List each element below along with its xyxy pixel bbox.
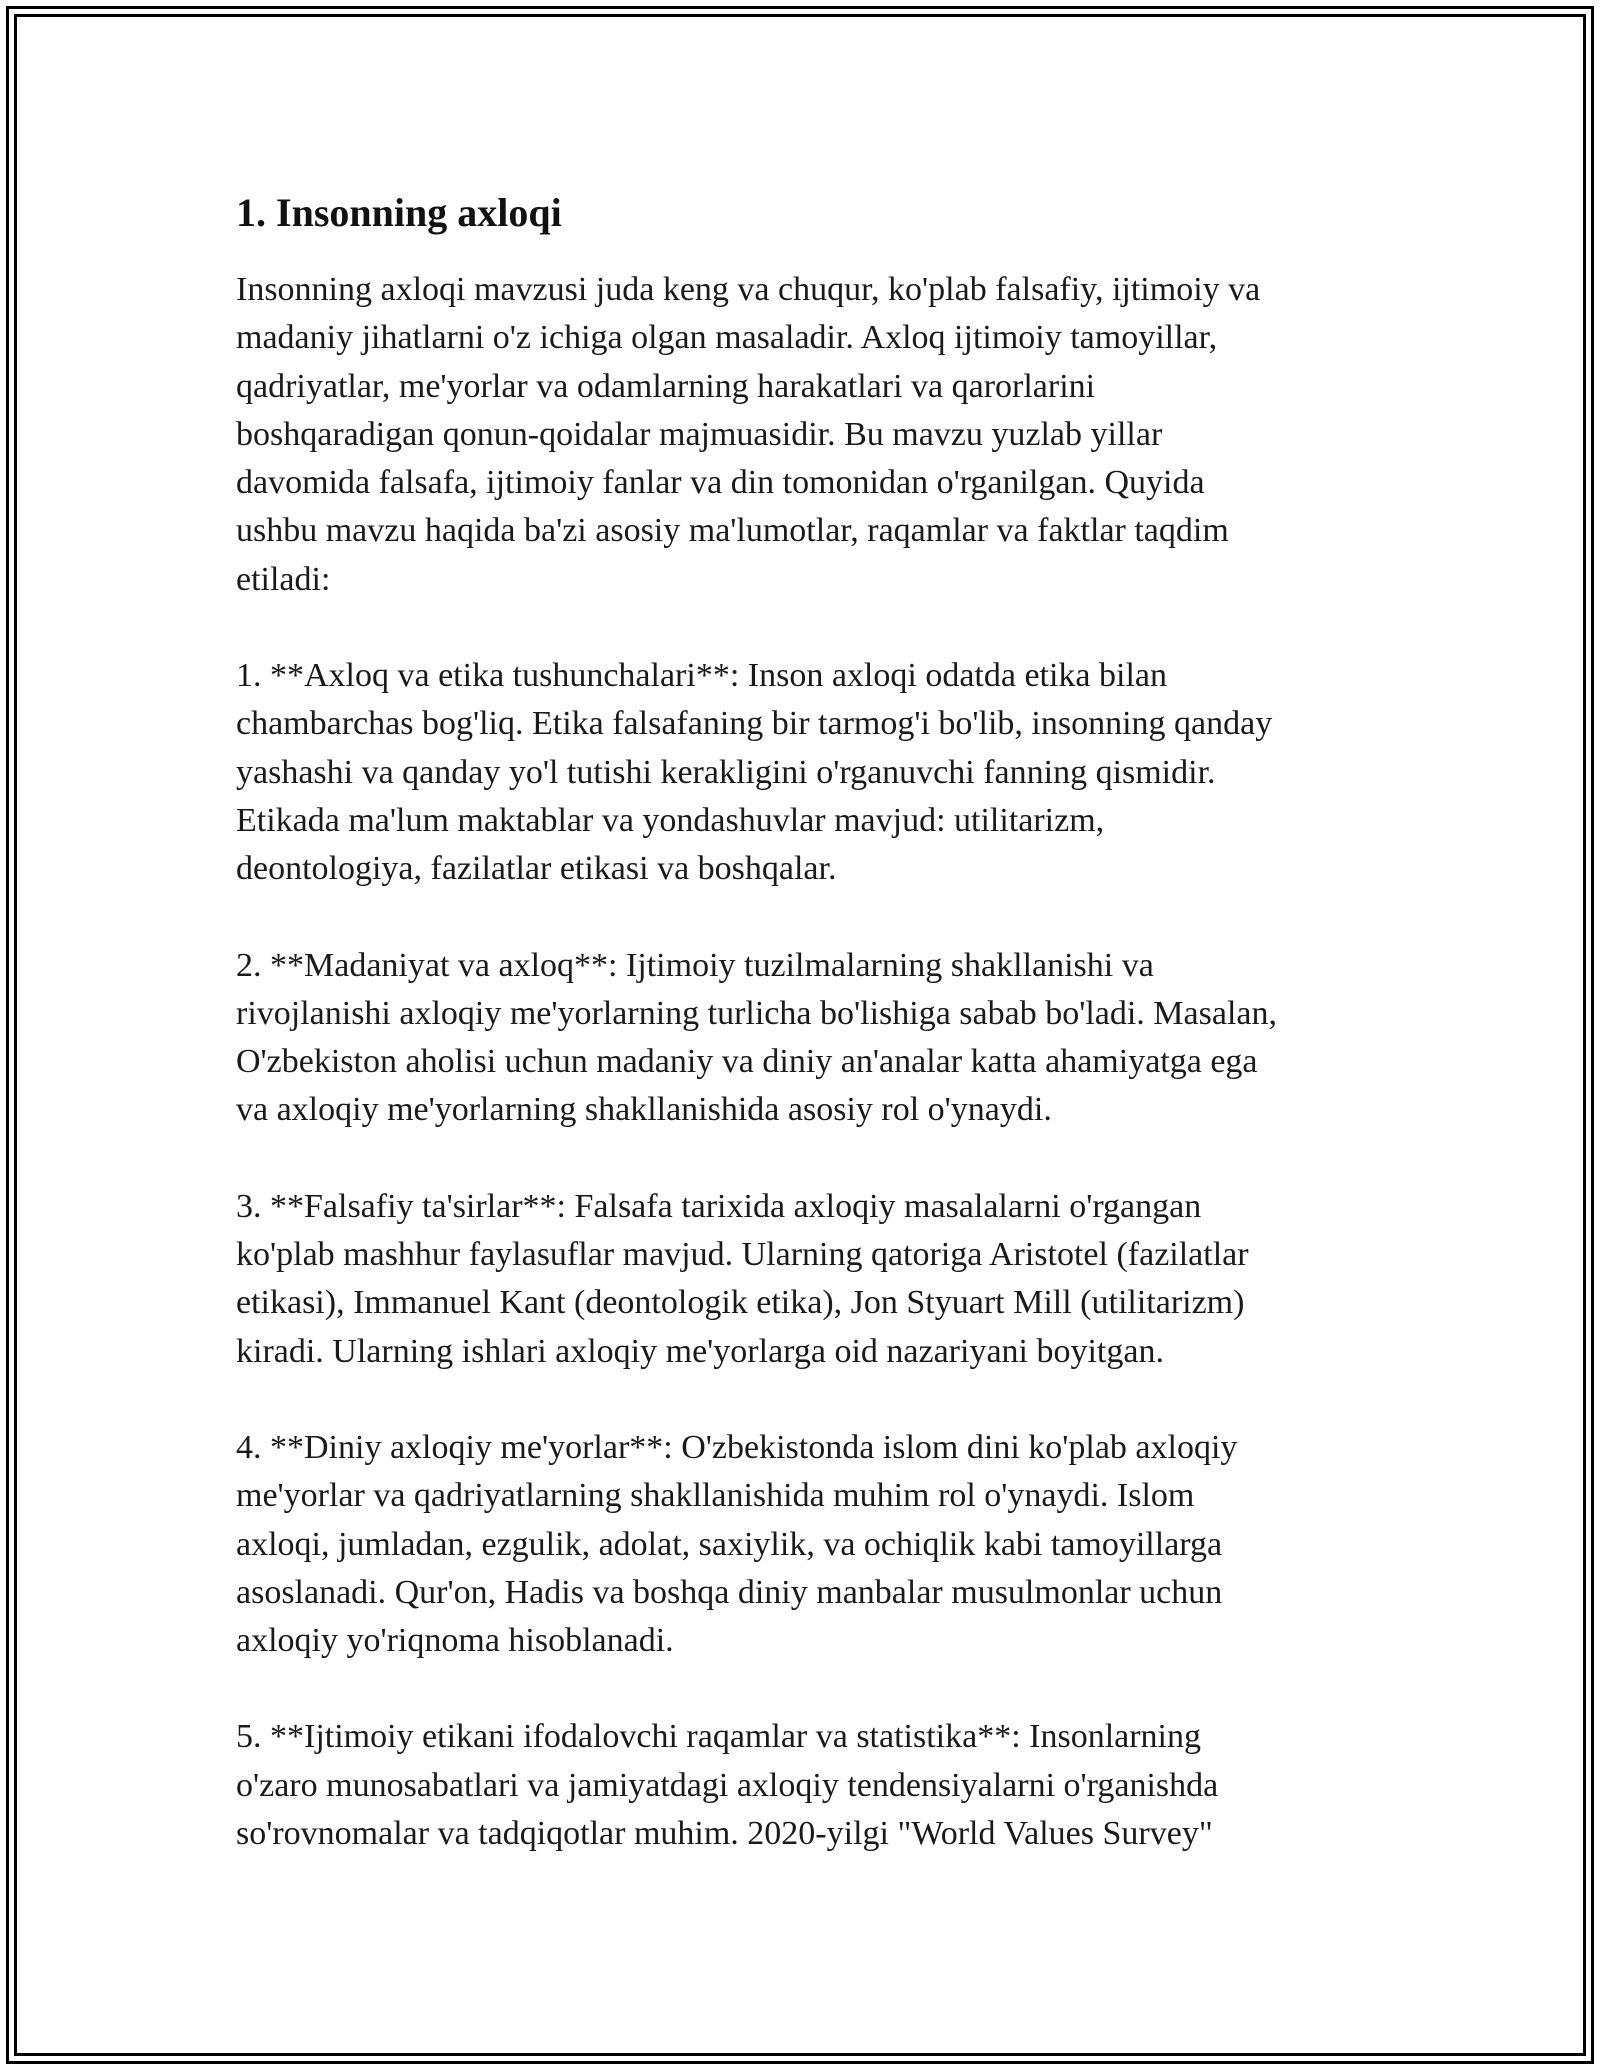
intro-paragraph: Insonning axloqi mavzusi juda keng va chuqur, ko'plab falsafiy, ijtimoiy va madaniy jihatlarni o'z ichiga olgan masaladir. Axloq ijtimoiy tamoyillar, qadriyatlar, me'yorlar va odamlarning harakatlari va qarorlarini boshqaradigan qonun-qoidalar majmuasidir. Bu mavzu yuzlab yillar davomida falsafa, ijtimoiy fanlar va din tomonidan o'rganilgan. Quyida ushbu mavzu haqida ba'zi asosiy ma'lumotlar, raqamlar va faktlar taqdim etiladi: xyxy=(236,271,1261,598)
paragraph-culture-morality: 2. **Madaniyat va axloq**: Ijtimoiy tuzilmalarning shakllanishi va rivojlanishi axloqiy me'yorlarning turlicha bo'lishiga sabab bo'ladi. Masalan, O'zbekiston aholisi uchun madaniy va diniy an'analar katta ahamiyatga ega va axloqiy me'yorlarning shakllanishida asosiy rol o'ynaydi. xyxy=(236,946,1277,1129)
document-title: 1. Insonning axloqi xyxy=(236,190,562,235)
paragraph-religious-norms: 4. **Diniy axloqiy me'yorlar**: O'zbekistonda islom dini ko'plab axloqiy me'yorlar va qadriyatlarning shakllanishida muhim rol o'ynaydi. Islom axloqi, jumladan, ezgulik, adolat, saxiylik, va ochiqlik kabi tamoyillarga asoslanadi. Qur'on, Hadis va boshqa diniy manbalar musulmonlar uchun axloqiy yo'riqnoma hisoblanadi. xyxy=(236,1428,1238,1660)
document-body xyxy=(236,184,1366,1906)
paragraph-ethics-concepts: 1. **Axloq va etika tushunchalari**: Inson axloqi odatda etika bilan chambarchas bog'liq. Etika falsafaning bir tarmog'i bo'lib, insonning qanday yashashi va qanday yo'l tutishi kerakligini o'rganuvchi fanning qismidir. Etikada ma'lum maktablar va yondashuvlar mavjud: utilitarizm, deontologiya, fazilatlar etikasi va boshqalar. xyxy=(236,657,1273,888)
paragraph-philosophical-influences: 3. **Falsafiy ta'sirlar**: Falsafa tarixida axloqiy masalalarni o'rgangan ko'plab mashhur faylasuflar mavjud. Ularning qatoriga Aristotel (fazilatlar etikasi), Immanuel Kant (deontologik etika), Jon Styuart Mill (utilitarizm) kiradi. Ularning ishlari axloqiy me'yorlarga oid nazariyani boyitgan. xyxy=(236,1187,1249,1370)
paragraph-social-statistics: 5. **Ijtimoiy etikani ifodalovchi raqamlar va statistika**: Insonlarning o'zaro munosabatlari va jamiyatdagi axloqiy tendensiyalarni o'rganishda so'rovnomalar va tadqiqotlar muhim. 2020-yilgi "World Values Survey" xyxy=(236,1718,1219,1853)
